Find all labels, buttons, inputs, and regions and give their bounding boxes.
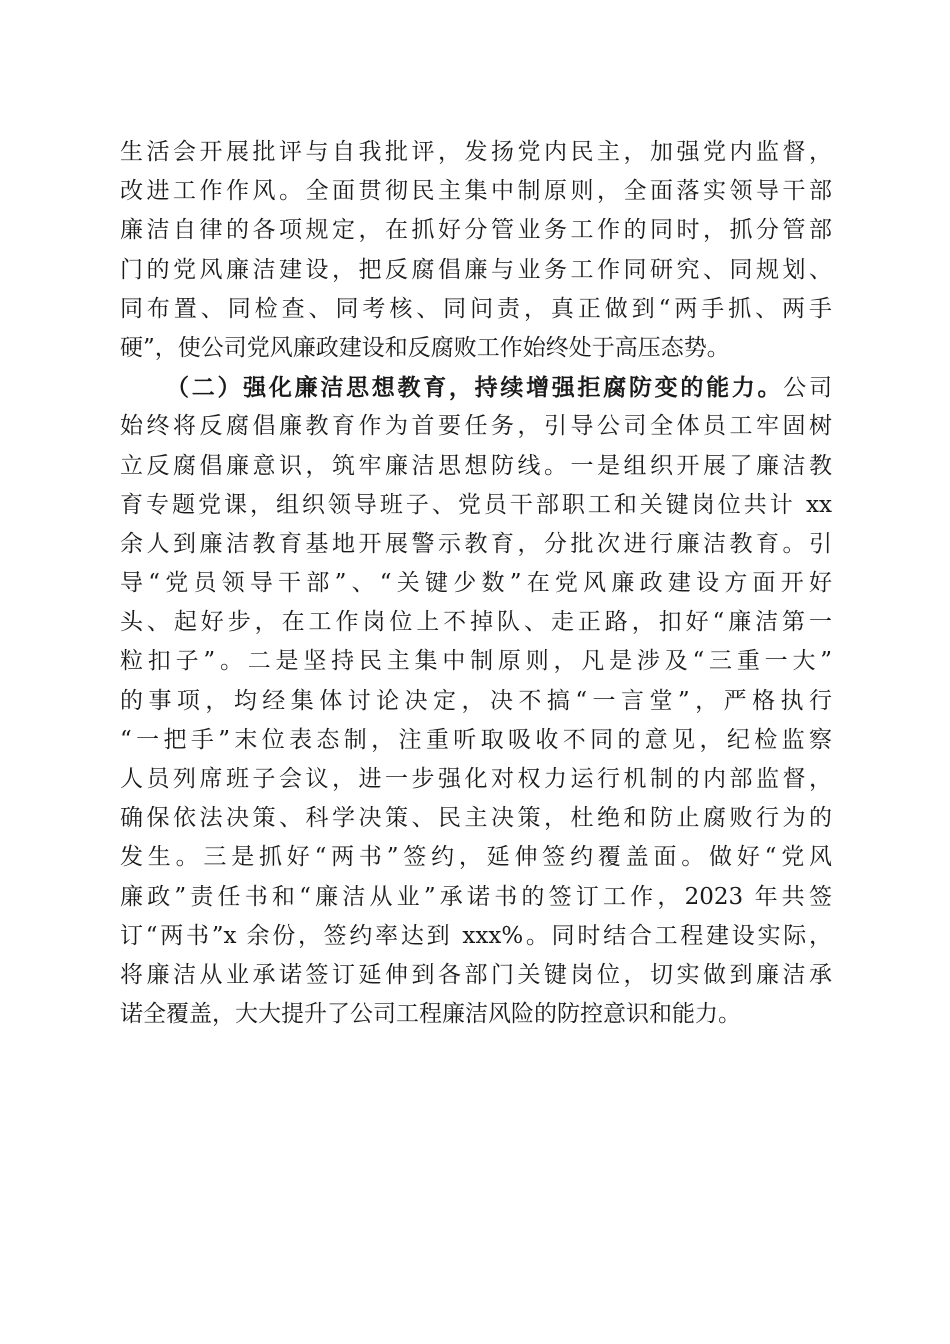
text-line: 门的党风廉洁建设，把反腐倡廉与业务工作同研究、同规划、 bbox=[120, 256, 832, 283]
text-line: 诺全覆盖，大大提升了公司工程廉洁风险的防控意识和能力。 bbox=[120, 1001, 741, 1028]
section-heading-tail: 公司 bbox=[783, 375, 833, 402]
section-heading-line bbox=[120, 368, 832, 407]
text-line: 头、起好步，在工作岗位上不掉队、走正路，扣好“廉洁第一 bbox=[120, 609, 832, 636]
text-line: 订“两书”x 余份，签约率达到 xxx%。同时结合工程建设实际， bbox=[120, 922, 832, 949]
text-line: 粒扣子”。二是坚持民主集中制原则，凡是涉及“三重一大” bbox=[120, 648, 832, 675]
text-line: “一把手”末位表态制，注重听取吸收不同的意见，纪检监察 bbox=[120, 726, 832, 753]
text-line: 发生。三是抓好“两书”签约，延伸签约覆盖面。做好“党风 bbox=[120, 844, 832, 871]
text-line: 同布置、同检查、同考核、同问责，真正做到“两手抓、两手 bbox=[120, 295, 832, 322]
document-body bbox=[120, 133, 832, 1034]
text-line: 始终将反腐倡廉教育作为首要任务，引导公司全体员工牢固树 bbox=[120, 413, 832, 440]
text-line: 改进工作作风。全面贯彻民主集中制原则，全面落实领导干部 bbox=[120, 178, 832, 205]
text-line: 硬”，使公司党风廉政建设和反腐败工作始终处于高压态势。 bbox=[120, 334, 730, 361]
text-line: 生活会开展批评与自我批评，发扬党内民主，加强党内监督， bbox=[120, 139, 832, 165]
text-line: 立反腐倡廉意识，筑牢廉洁思想防线。一是组织开展了廉洁教 bbox=[120, 452, 832, 479]
section-heading: （二）强化廉洁思想教育，持续增强拒腐防变的能力。 bbox=[166, 374, 784, 402]
text-line: 将廉洁从业承诺签订延伸到各部门关键岗位，切实做到廉洁承 bbox=[120, 961, 832, 988]
text-line: 廉政”责任书和“廉洁从业”承诺书的签订工作，2023 年共签 bbox=[120, 883, 832, 910]
text-line: 余人到廉洁教育基地开展警示教育，分批次进行廉洁教育。引 bbox=[120, 530, 832, 557]
text-line: 的事项，均经集体讨论决定，决不搞“一言堂”，严格执行 bbox=[120, 687, 832, 714]
text-line: 导“党员领导干部”、“关键少数”在党风廉政建设方面开好 bbox=[120, 570, 832, 597]
text-line: 廉洁自律的各项规定，在抓好分管业务工作的同时，抓分管部 bbox=[120, 217, 832, 244]
text-line: 育专题党课，组织领导班子、党员干部职工和关键岗位共计 xx bbox=[120, 491, 832, 518]
text-line: 人员列席班子会议，进一步强化对权力运行机制的内部监督， bbox=[120, 766, 832, 792]
text-line: 确保依法决策、科学决策、民主决策，杜绝和防止腐败行为的 bbox=[120, 805, 832, 832]
